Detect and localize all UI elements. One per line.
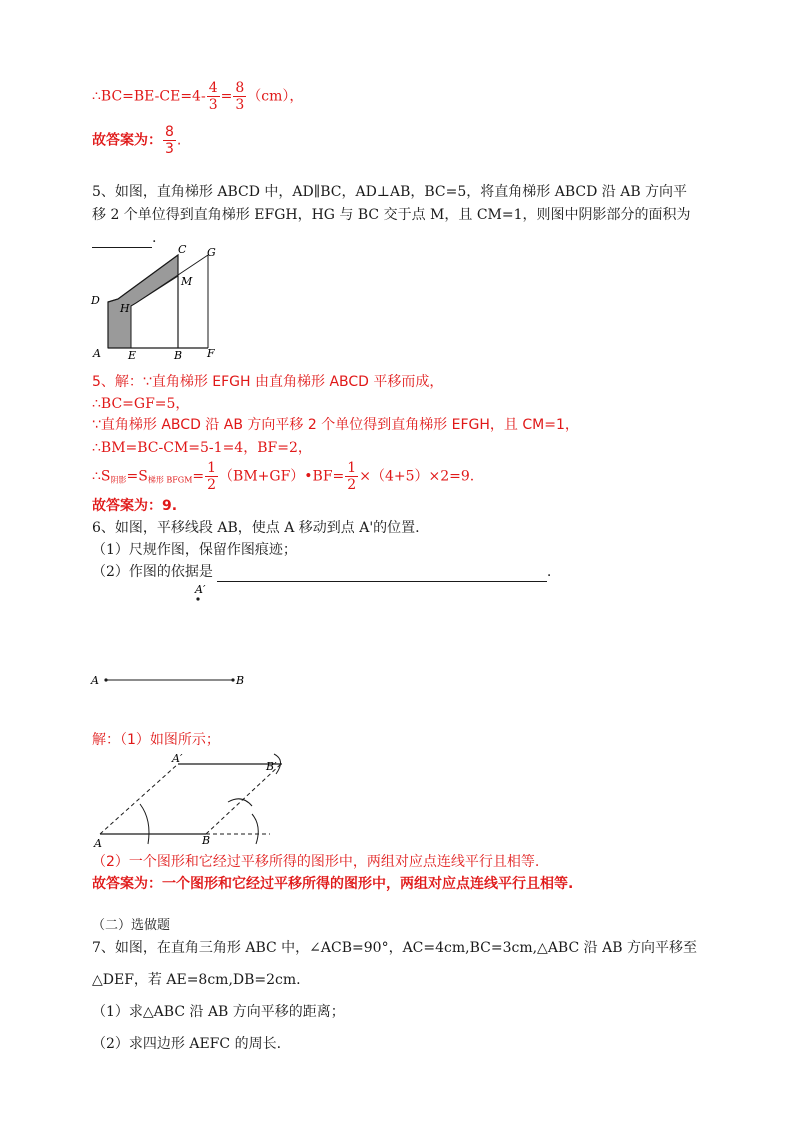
q5-solution-line4: ∴BM=BC-CM=5-1=4，BF=2， <box>92 440 312 456</box>
dashed-aa-prime <box>100 764 178 834</box>
q6-solution-line2: （2）一个图形和它经过平移所得的图形中，两组对应点连线平行且相等. <box>92 854 540 870</box>
point-a-prime <box>196 597 199 600</box>
label-c: C <box>178 244 187 256</box>
frac-den: 3 <box>235 97 245 113</box>
equals-sign: = <box>192 468 205 485</box>
label-a: A <box>94 837 102 850</box>
arc-mark-1 <box>140 804 149 844</box>
q7-line3: （1）求△ABC 沿 AB 方向平移的距离； <box>92 1004 345 1020</box>
q6-line3-prefix: （2）作图的依据是 <box>92 564 213 580</box>
q6-period: . <box>546 564 552 580</box>
prev-answer-line <box>92 80 303 113</box>
answer-label: 故答案为： <box>92 132 162 149</box>
arc-mark-2 <box>228 799 252 806</box>
label-b: B <box>236 674 245 687</box>
label-f: F <box>207 347 215 360</box>
fraction-answer <box>163 124 176 157</box>
point-b <box>231 678 234 681</box>
s-symbol: ∴S <box>92 468 111 485</box>
label-a-prime: A′ <box>172 752 183 765</box>
label-b: B <box>174 349 183 362</box>
q5-period: . <box>152 230 157 246</box>
q6-line1: 6、如图，平移线段 AB，使点 A 移动到点 A'的位置. <box>92 520 420 536</box>
frac-num: 1 <box>207 460 217 476</box>
prev-answer-final <box>92 124 181 157</box>
formula-end: ×（4+5）×2=9. <box>359 468 475 485</box>
frac-num: 4 <box>208 80 218 96</box>
q5-answer: 故答案为：9. <box>92 498 178 514</box>
label-a: A <box>91 674 99 687</box>
frac-den: 3 <box>165 141 174 157</box>
q5-solution-line2: ∴BC=GF=5， <box>92 396 190 412</box>
label-a: A <box>93 347 101 360</box>
q7-line2: △DEF，若 AE=8cm,DB=2cm. <box>92 972 301 988</box>
q5-line1: 5、如图，直角梯形 ABCD 中，AD∥BC，AD⊥AB，BC=5，将直角梯形 ABCD 沿 AB 方向平 <box>92 184 688 200</box>
q6-answer: 故答案为：一个图形和它经过平移所得的图形中，两组对应点连线平行且相等. <box>92 876 574 892</box>
label-h: H <box>120 302 130 315</box>
label-g: G <box>207 246 216 259</box>
construction-figure <box>92 752 282 852</box>
shaded-region <box>108 255 178 348</box>
q6-solution-line1: 解：（1）如图所示； <box>92 732 220 748</box>
equals-sign: = <box>220 88 233 105</box>
fraction-half <box>205 460 218 493</box>
fraction-half-2 <box>345 460 358 493</box>
label-a-prime: A′ <box>195 583 206 596</box>
section-title: （二）选做题 <box>92 918 171 933</box>
subscript-trapezoid: 梯形 BFGM <box>147 475 193 485</box>
q5-line2: 移 2 个单位得到直角梯形 EFGH，HG 与 BC 交于点 M，且 CM=1，则图中阴影部分的面积为 <box>92 207 691 223</box>
frac-num: 1 <box>347 460 357 476</box>
label-e: E <box>128 349 137 362</box>
q7-line1: 7、如图，在直角三角形 ABC 中，∠ACB=90°，AC=4cm,BC=3cm,△ABC 沿 AB 方向平移至 <box>92 940 697 956</box>
q5-solution-line1: 5、解：∵直角梯形 EFGH 由直角梯形 ABCD 平移而成， <box>92 374 444 390</box>
subscript-shaded: 阴影 <box>110 475 127 485</box>
frac-den: 3 <box>208 97 218 113</box>
dashed-bb-prime <box>206 764 281 834</box>
fraction-8-3 <box>233 80 246 113</box>
q6-line2: （1）尺规作图，保留作图痕迹； <box>92 542 297 558</box>
prev-answer-suffix: （cm）， <box>247 88 304 105</box>
trapezoid-figure <box>88 244 228 362</box>
label-d: D <box>91 294 100 307</box>
frac-num: 8 <box>235 80 245 96</box>
arc-mark-3 <box>252 814 258 844</box>
q5-solution-line5 <box>92 460 474 493</box>
segment-figure <box>88 580 258 690</box>
answer-period: . <box>176 132 182 149</box>
frac-den: 2 <box>207 477 217 493</box>
label-b: B <box>202 834 211 847</box>
label-b-prime: B′ <box>266 760 277 773</box>
fraction-4-3 <box>207 80 220 113</box>
s-symbol-2: =S <box>126 468 148 485</box>
answer-blank <box>217 565 547 582</box>
q5-solution-line3: ∵直角梯形 ABCD 沿 AB 方向平移 2 个单位得到直角梯形 EFGH，且 CM=1， <box>92 417 579 433</box>
point-a <box>104 678 107 681</box>
q7-line4: （2）求四边形 AEFC 的周长. <box>92 1036 282 1052</box>
frac-den: 2 <box>347 477 357 493</box>
q6-line3 <box>92 562 551 582</box>
frac-num: 8 <box>165 124 174 140</box>
prev-answer-prefix: ∴BC=BE-CE=4- <box>92 88 206 105</box>
formula-middle: （BM+GF）•BF= <box>219 468 345 485</box>
label-m: M <box>181 275 193 288</box>
